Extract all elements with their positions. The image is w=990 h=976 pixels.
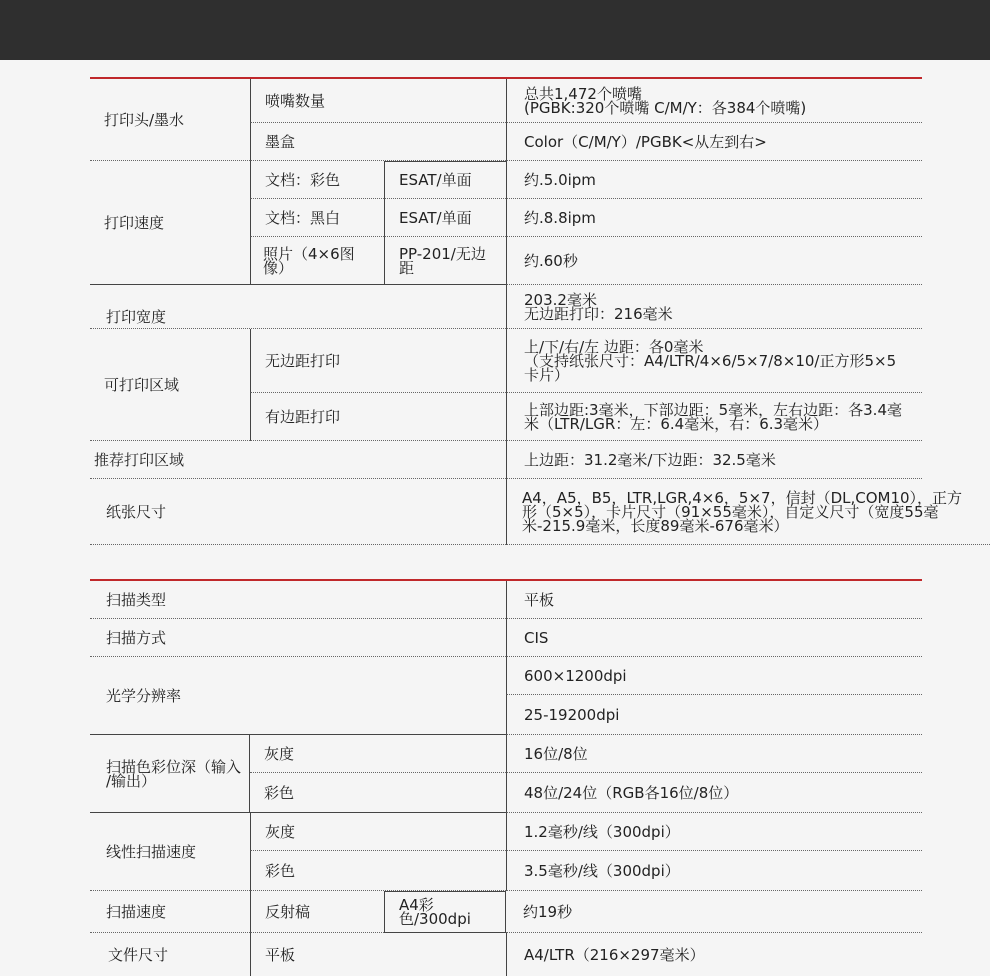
line-color-label: 彩色 (250, 851, 506, 891)
scan-speed-label: 扫描速度 (90, 891, 250, 933)
doc-bw-label: 文档：黑白 (250, 199, 384, 237)
ink-tank-value: Color（C/M/Y）/PGBK<从左到右> (506, 123, 922, 161)
photo-label: 照片（4×6图 像） (250, 237, 384, 285)
print-spec-table (90, 77, 963, 547)
paper-size-label: 纸张尺寸 (90, 479, 506, 545)
line-color-value: 3.5毫秒/线（300dpi） (506, 851, 922, 891)
optical-res-value-2: 25-19200dpi (506, 695, 922, 735)
optical-res-label: 光学分辨率 (90, 657, 506, 735)
scan-method-value: CIS (506, 619, 922, 657)
line-gray-value: 1.2毫秒/线（300dpi） (506, 813, 922, 851)
color-label: 彩色 (250, 773, 506, 813)
recommended-area-label: 推荐打印区域 (90, 441, 506, 479)
doc-color-value: 约.5.0ipm (506, 161, 922, 199)
scan-method-label: 扫描方式 (90, 619, 506, 657)
scan-spec-table (90, 579, 922, 976)
file-size-value: A4/LTR（216×297毫米） (506, 933, 922, 976)
doc-color-standard: ESAT/单面 (384, 161, 506, 199)
nozzle-count-label: 喷嘴数量 (250, 79, 506, 123)
scan-type-value: 平板 (506, 581, 922, 619)
color-depth-label: 扫描色彩位深（输入 /输出） (90, 735, 250, 813)
print-width-value: 203.2毫米 无边距打印：216毫米 (506, 285, 922, 329)
reflective-condition: A4彩 色/300dpi (384, 891, 506, 933)
bordered-value: 上部边距:3毫米，下部边距：5毫米，左右边距：各3.4毫 米（LTR/LGR：左：6.4毫米，右：6.3毫米） (506, 393, 922, 441)
doc-bw-value: 约.8.8ipm (506, 199, 922, 237)
optical-res-value-1: 600×1200dpi (506, 657, 922, 695)
line-gray-label: 灰度 (250, 813, 506, 851)
gray-label: 灰度 (250, 735, 506, 773)
file-size-label: 文件尺寸 (108, 945, 169, 964)
borderless-value: 上/下/右/左 边距：各0毫米 （支持纸张尺寸：A4/LTR/4×6/5×7/8×10/正方形5×5 卡片） (506, 329, 922, 393)
doc-bw-standard: ESAT/单面 (384, 199, 506, 237)
scan-type-label: 扫描类型 (90, 581, 506, 619)
line-speed-label: 线性扫描速度 (90, 813, 250, 891)
photo-standard: PP-201/无边 距 (384, 237, 506, 285)
doc-color-label: 文档：彩色 (250, 161, 384, 199)
gray-value: 16位/8位 (506, 735, 922, 773)
ink-tank-label: 墨盒 (250, 123, 506, 161)
header-bar (0, 0, 990, 60)
bordered-label: 有边距打印 (250, 393, 506, 441)
color-value: 48位/24位（RGB各16位/8位） (506, 773, 922, 813)
reflective-label: 反射稿 (250, 891, 384, 933)
file-size-mode: 平板 (250, 933, 506, 976)
photo-value: 约.60秒 (506, 237, 922, 285)
print-speed-label: 打印速度 (90, 161, 250, 285)
paper-size-value: A4，A5，B5，LTR,LGR,4×6，5×7，信封（DL,COM10），正方 形（5×5），卡片尺寸（91×55毫米），自定义尺寸（宽度55毫 米-215.9毫米，长度89毫米-676毫米） (506, 479, 990, 545)
scan-speed-value: 约19秒 (506, 891, 922, 933)
recommended-area-value: 上边距：31.2毫米/下边距：32.5毫米 (506, 441, 922, 479)
print-head-label: 打印头/墨水 (90, 79, 250, 161)
nozzle-count-value: 总共1,472个喷嘴 (PGBK:320个喷嘴 C/M/Y：各384个喷嘴) (506, 79, 922, 123)
borderless-label: 无边距打印 (250, 329, 506, 393)
print-width-label: 打印宽度 (90, 285, 506, 329)
printable-area-label: 可打印区域 (90, 329, 250, 441)
